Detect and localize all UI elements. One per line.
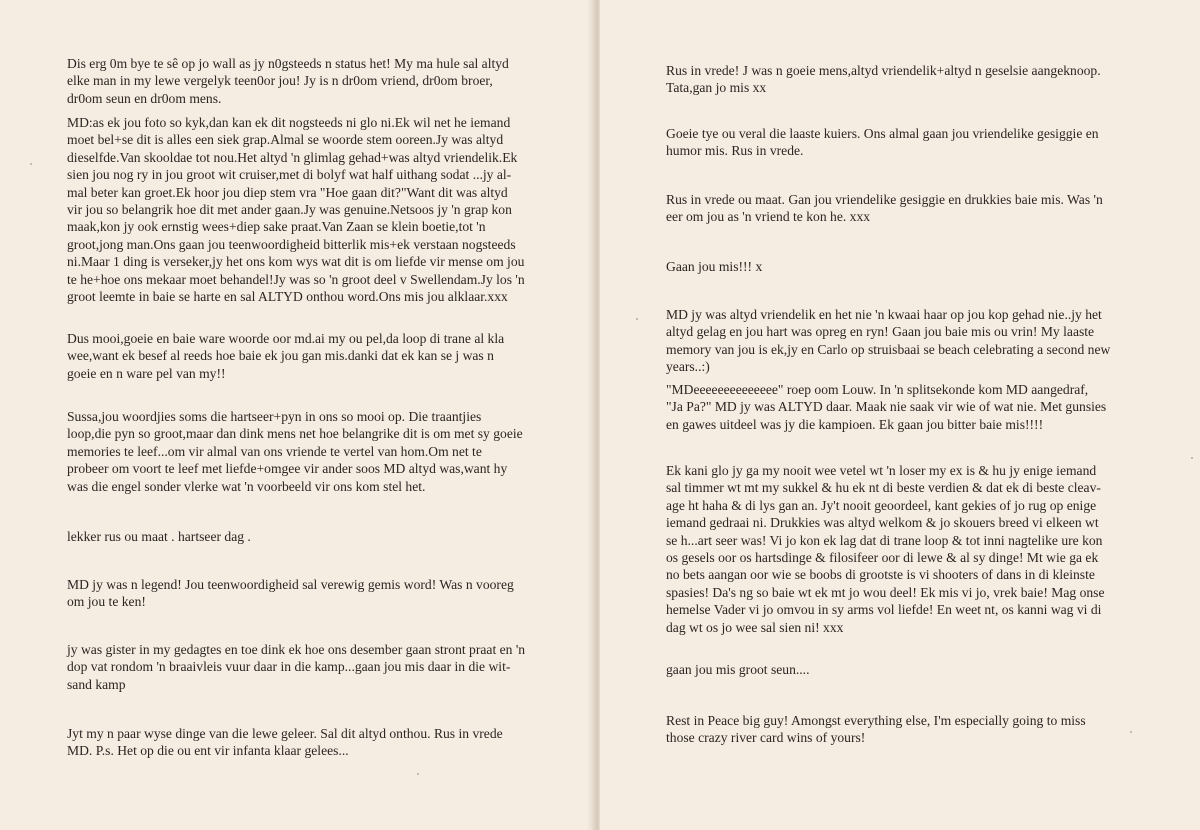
tribute-message: MD:as ek jou foto so kyk,dan kan ek dit nogsteeds ni glo ni.Ek wil net he iemand moet bel+se dit is alles een siek grap.Almal se woorde stem ooreen.Jy was altyd dieselfde.Van skooldae tot nou.Het altyd 'n glimlag gehad+was altyd vriendelik.Ek sien jou nog ry in jou groot wit cruiser,met di bolyf wat half uithang sodat ...jy al- mal beter kan groet.Ek hoor jou diep stem vra "Hoe gaan dit?"Want dit was altyd vir jou so belangrik hoe dit met ander gaan.Jy was genuine.Netsoos jy 'n grap kon maak,kon jy ook ernstig wees+diep sake praat.Van Zaan se klein boetie,tot 'n groot,jong man.Ons gaan jou teenwoordigheid bitterlik mis+ek verstaan nogsteeds ni.Maar 1 ding is verseker,jy het ons kom wys wat dit is om liefde vir mense om jou te he+hoe ons mekaar moet behandel!Jy was so 'n groot deel v Swellendam.Jy los 'n groot leemte in baie se harte en sal ALTYD onthou word.Ons mis jou alklaar.xxx [67,115,525,305]
paper-speck [30,163,32,165]
tribute-message: Dus mooi,goeie en baie ware woorde oor md.ai my ou pel,da loop di trane al kla wee,want ek besef al reeds hoe baie ek jou gan mis.danki dat ek kan se j was n goeie en n ware pel van my!! [67,331,505,381]
tribute-message: Rus in vrede! J was n goeie mens,altyd vriendelik+altyd n geselsie aangeknoop. Tata,gan jo mis xx [666,63,1101,96]
tribute-message: Dis erg 0m bye te sê op jo wall as jy n0gsteeds n status het! My ma hule sal altyd elke man in my lewe vergelyk teen0or jou! Jy is n dr0om vriend, dr0om broer, dr0om seun en dr0om mens. [67,56,509,106]
paper-speck [1191,457,1193,459]
tribute-message: Rus in vrede ou maat. Gan jou vriendelike gesiggie en drukkies baie mis. Was 'n eer om jou as 'n vriend te kon he. xxx [666,192,1103,225]
tribute-message: MD jy was altyd vriendelik en het nie 'n kwaai haar op jou kop gehad nie..jy het altyd gelag en jou hart was opreg en ryn! Gaan jou baie mis ou vrin! My laaste memory van jou is ek,jy en Carlo op struisbaai se beach celebrating a second new years..:) [666,307,1111,375]
tribute-message: Gaan jou mis!!! x [666,259,763,274]
tribute-message: Sussa,jou woordjies soms die hartseer+pyn in ons so mooi op. Die traantjies loop,die pyn so groot,maar dan dink mens net hoe belangrike dit is om met sy goeie memories te leef...om vir almal van ons vriende te vertel van hom.Om net te probeer om voort te leef met liefde+omgee vir ander soos MD altyd was,want hy was die engel sonder vlerke wat 'n voorbeeld vir ons kom stel het. [67,409,523,494]
tribute-message: MD jy was n legend! Jou teenwoordigheid sal verewig gemis word! Was n vooreg om jou te ken! [67,577,514,610]
tribute-message: lekker rus ou maat . hartseer dag . [67,529,251,544]
tribute-message: "MDeeeeeeeeeeeeee" roep oom Louw. In 'n splitsekonde kom MD aangedraf, "Ja Pa?" MD jy was ALTYD daar. Maak nie saak vir wie of wat nie. Met gunsies en gawes uitdeel was jy die kampioen. Ek gaan jou bitter baie mis!!!! [666,382,1107,432]
left-page [0,0,596,830]
tribute-message: Jyt my n paar wyse dinge van die lewe geleer. Sal dit altyd onthou. Rus in vrede MD. P.s. Het op die ou ent vir infanta klaar gelees... [67,726,503,759]
right-page [600,0,1200,830]
tribute-message: jy was gister in my gedagtes en toe dink ek hoe ons desember gaan stront praat en 'n dop vat rondom 'n braaivleis vuur daar in die kamp...gaan jou mis daar in die wit- sand kamp [67,642,526,692]
paper-speck [1130,731,1132,733]
tribute-message: gaan jou mis groot seun.... [666,662,810,677]
paper-speck [417,773,419,775]
tribute-message: Goeie tye ou veral die laaste kuiers. Ons almal gaan jou vriendelike gesiggie en humor mis. Rus in vrede. [666,126,1099,159]
paper-speck [636,318,638,320]
tribute-message: Rest in Peace big guy! Amongst everything else, I'm especially going to miss those crazy river card wins of yours! [666,713,1086,746]
tribute-message: Ek kani glo jy ga my nooit wee vetel wt 'n loser my ex is & hu jy enige iemand sal timmer wt mt my sukkel & hu ek nt di beste verdien & dat ek di beste cleav- age ht haha & di lys gan an. Jy't nooit geoordeel, kant gekies of jo rug op enige iemand gedraai ni. Drukkies was altyd welkom & jo skouers breed vi elkeen wt se h...art seer was! Vi jo kon ek lag dat di trane loop & tot inni nagtelike ure kon os gesels oor os hartsdinge & filosifeer oor di lewe & al sy dinge! Mt wie ga ek no bets aangan oor wie se boobs di grootste is vi shooters of dans in di kleinste spasies! Da's ng so baie wt ek mt jo wou deel! Ek mis vi jo, vrek baie! Mag onse hemelse Vader vi jo omvou in sy arms vol liefde! En weet nt, os kanni wag vi di dag wt os jo wee sal sien ni! xxx [666,463,1105,635]
